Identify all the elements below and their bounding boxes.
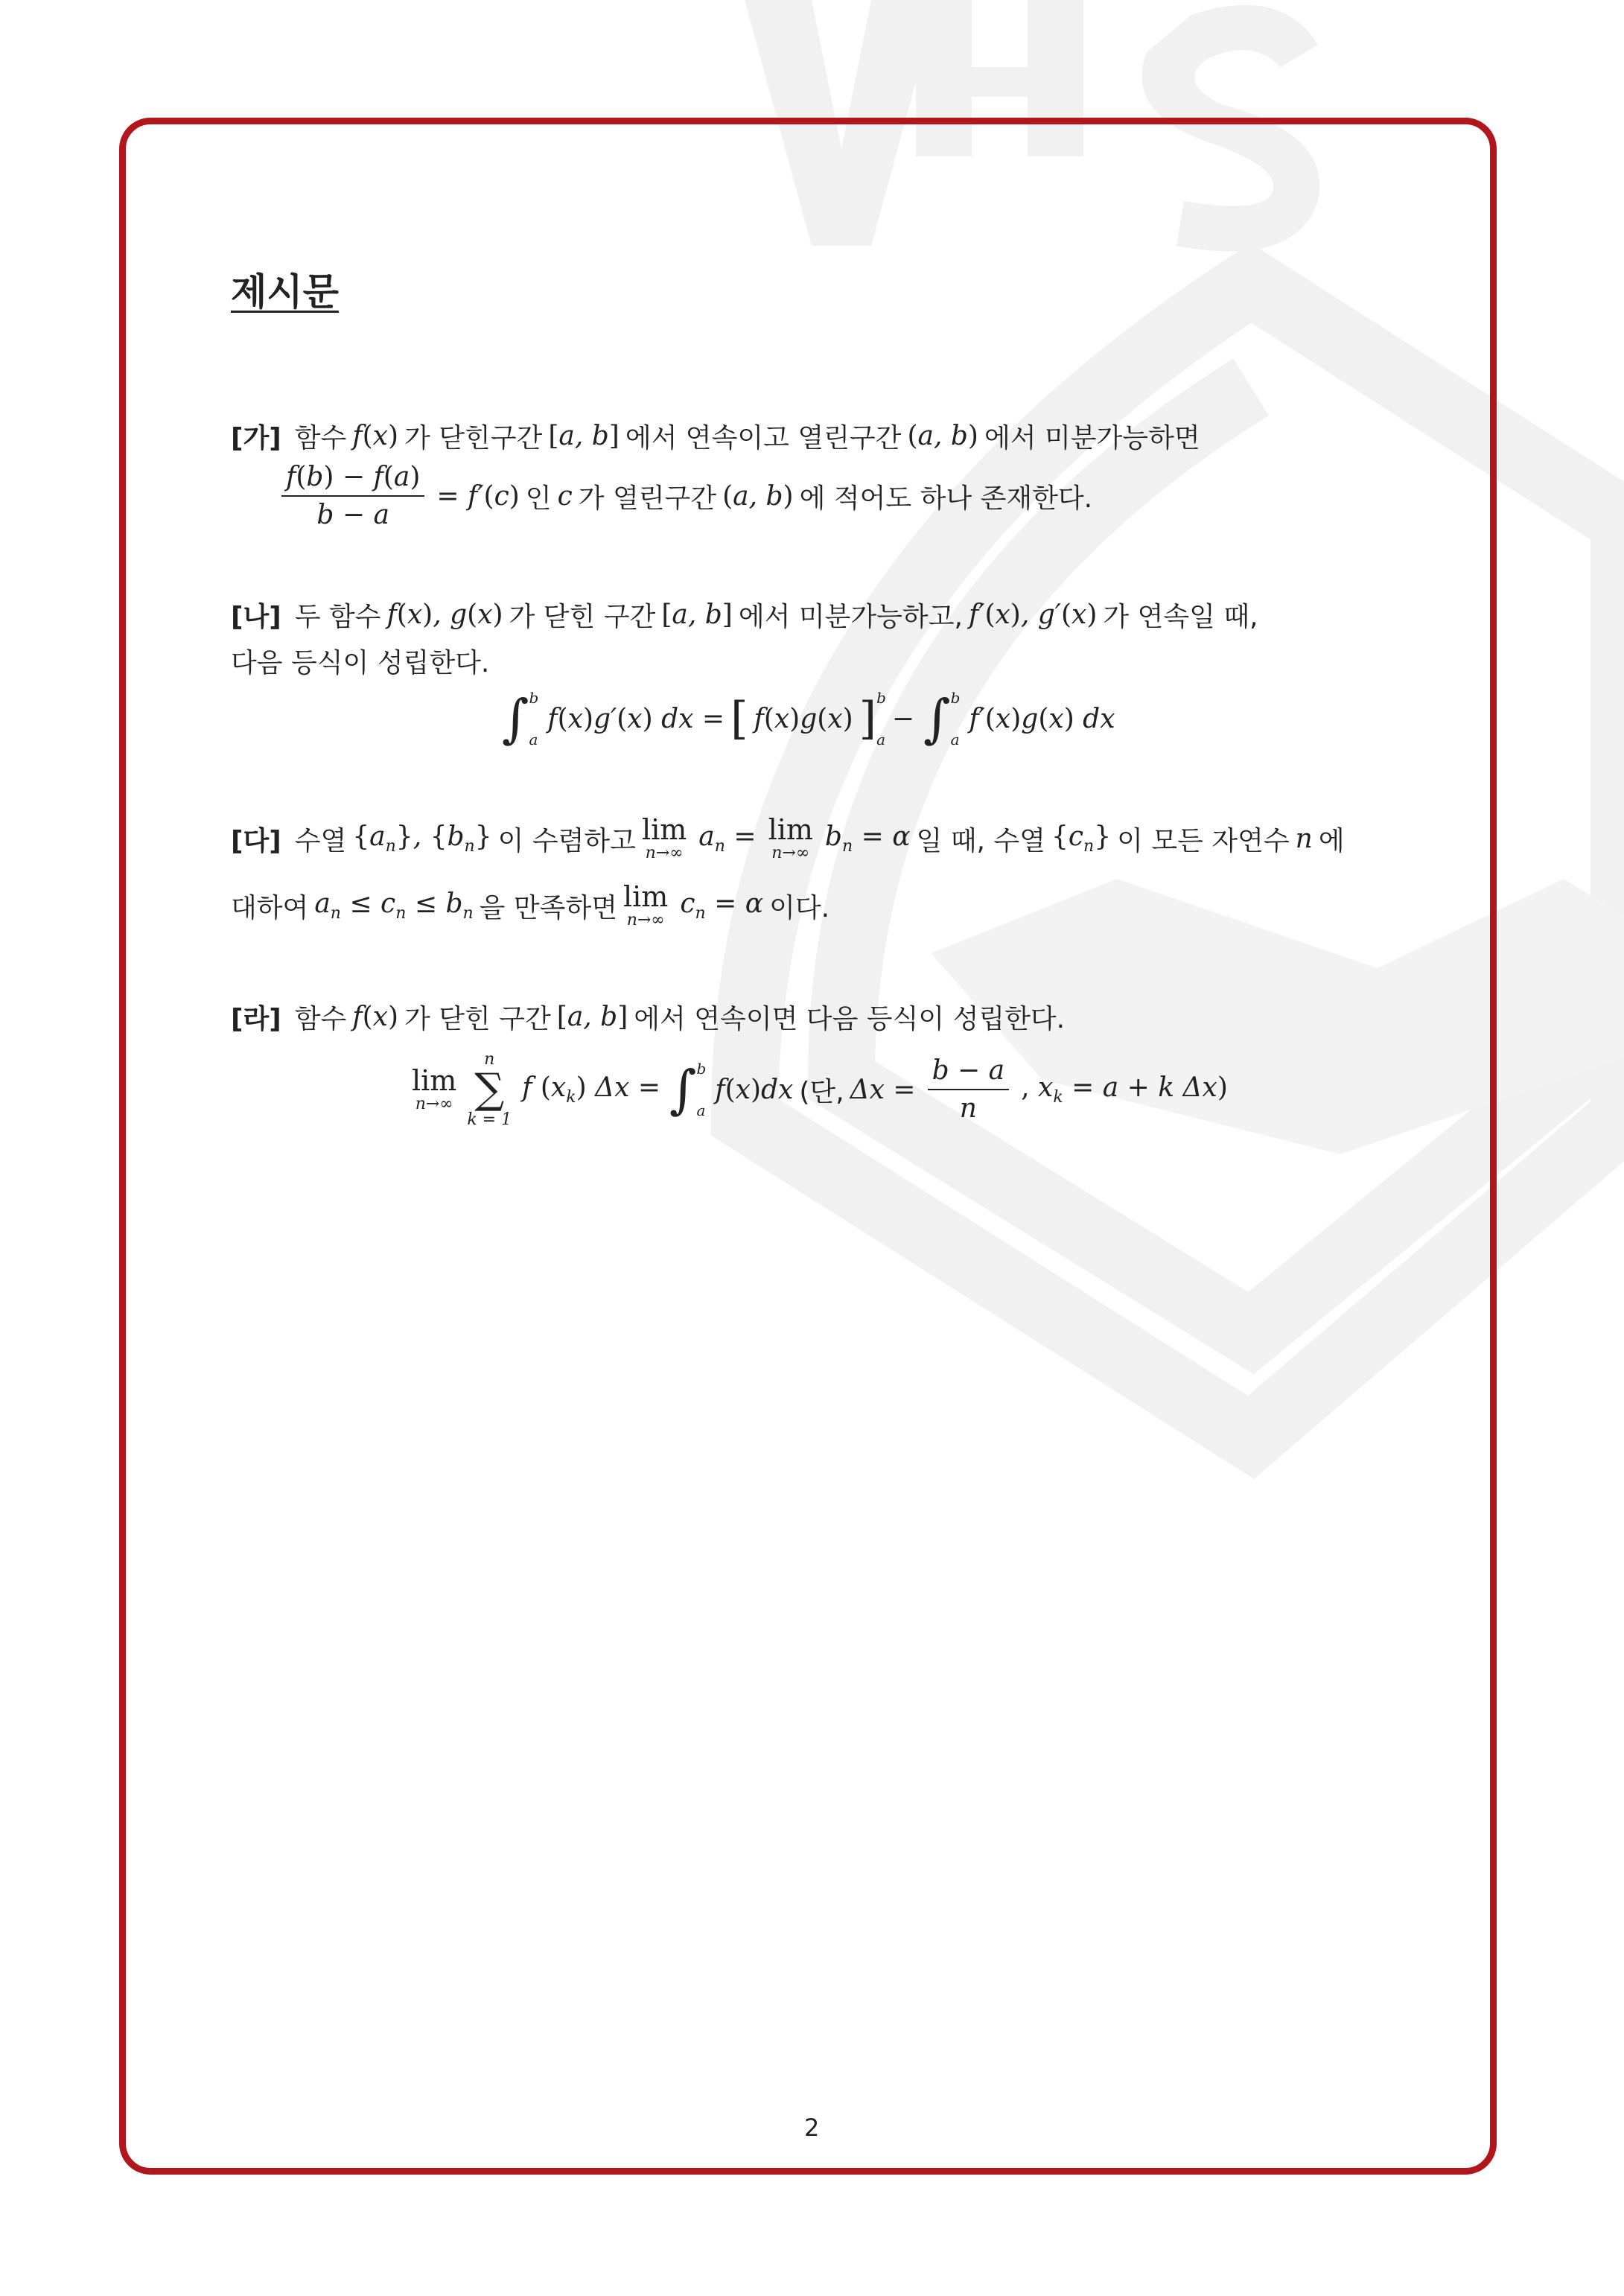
integral-symbol: ∫ b a: [669, 1059, 707, 1120]
math-open-interval: (a, b): [907, 421, 978, 451]
da-text-7: 을 만족하면: [479, 893, 617, 923]
sigma-symbol: n ∑ k = 1: [467, 1050, 512, 1129]
math-delta-fraction: $\frac{b - a}{n}$: [928, 1055, 1010, 1124]
ga-text-2: 가 닫힌구간: [404, 423, 543, 454]
da-text-4: 이 모든 자연수: [1117, 826, 1290, 856]
na-text-4: 가 연속일 때,: [1103, 602, 1258, 632]
ga-text-4: 에서 미분가능하면: [984, 423, 1200, 454]
da-text-2: 이 수렴하고: [497, 826, 636, 856]
paragraph-ga-line-1: [231, 417, 1200, 455]
label-ga: [가]: [231, 423, 281, 454]
ra-text-1: 함수: [294, 1004, 347, 1034]
label-ra: [라]: [231, 1004, 281, 1034]
na-text-1: 두 함수: [294, 602, 381, 632]
math-mean-value-fraction: $\frac{f(b) - f(a)}{b - a}$: [281, 462, 424, 530]
ga-text-3: 에서 연속이고 열린구간: [625, 423, 902, 454]
page-number: 2: [804, 2114, 820, 2142]
math-inequality: $a_n \le c_n \le b_n$: [314, 888, 474, 923]
math-integration-by-parts: ∫ b a f(x)g′(x) dx = [ f(x)g(x) ] b a − ∫ b a f′(x)g(x) dx: [502, 688, 1115, 749]
ga-text-6: 가 열린구간: [578, 483, 717, 514]
bracket-right: ]: [859, 693, 877, 745]
math-sequence-c: $\{c_n\}$: [1051, 821, 1112, 856]
ga-text-5: 인: [525, 483, 552, 514]
na-text-2: 가 닫힌 구간: [509, 602, 656, 632]
math-n: n: [1295, 824, 1313, 854]
da-text-3: 일 때, 수열: [916, 826, 1045, 856]
math-riemann-sum: lim n→∞ n ∑ k = 1 f $(x_k) \Delta x$ = ∫ b a f(x)dx (단, Δx = $\frac{b - a}{n}$ , $x_k = a + k$ Δx): [412, 1050, 1228, 1129]
integral-symbol: ∫ b a: [502, 688, 539, 749]
ra-text-2: 가 닫힌 구간: [404, 1004, 551, 1034]
paragraph-da-line-1: [다] 수열 $\{a_n\}$, $\{b_n\}$ 이 수렴하고 lim n→∞ $a_n$ = lim n→∞ $b_n = \alpha$ 일 때, 수열 $\{c_n\}$ 이 모든 자연수 n 에: [231, 813, 1345, 862]
bracket-left: [: [730, 693, 748, 745]
math-lim: lim n→∞: [623, 880, 669, 929]
da-text-1: 수열: [294, 826, 347, 856]
paragraph-ra-line-1: [231, 998, 1065, 1036]
math-fx: f(x): [352, 421, 398, 451]
math-closed-interval: [a, b]: [556, 1002, 628, 1032]
section-heading: 제시문: [231, 270, 339, 314]
ga-text-7: 에 적어도 하나 존재한다.: [799, 483, 1093, 514]
da-text-8: 이다.: [769, 893, 830, 923]
na-text-5: 다음 등식이 성립한다.: [231, 648, 490, 678]
paragraph-na-line-1: [231, 596, 1258, 634]
label-na: [나]: [231, 602, 281, 632]
math-open-interval-2: (a, b): [722, 480, 794, 512]
math-c: c: [557, 480, 573, 512]
math-fx: f(x): [352, 1002, 398, 1032]
da-text-5: 에: [1318, 826, 1345, 856]
ra-text-4: (단,: [799, 1076, 844, 1107]
math-closed-interval: [a, b]: [548, 421, 620, 451]
label-da: [다]: [231, 826, 281, 856]
math-fx-gx: f(x), g(x): [386, 600, 503, 630]
math-lim: lim n→∞: [412, 1063, 457, 1113]
math-lim: lim n→∞: [768, 813, 813, 862]
paragraph-da-line-2: 대하여 $a_n \le c_n \le b_n$ 을 만족하면 lim n→∞ $c_n = \alpha$ 이다.: [231, 880, 830, 929]
integral-symbol: ∫ b a: [923, 688, 961, 749]
math-closed-interval: [a, b]: [661, 600, 733, 630]
ga-text-1: 함수: [294, 423, 347, 454]
ra-text-3: 에서 연속이면 다음 등식이 성립한다.: [634, 1004, 1066, 1034]
da-text-6: 대하여: [231, 893, 309, 923]
math-sequences-ab: $\{a_n\}$, $\{b_n\}$: [352, 821, 492, 856]
na-text-3: 에서 미분가능하고,: [738, 602, 963, 632]
math-lim: lim n→∞: [641, 813, 687, 862]
math-fprime-c: = f′(c): [436, 480, 520, 512]
math-fprime-gprime: f′(x), g′(x): [968, 600, 1098, 630]
paragraph-ga-line-2: [276, 462, 1092, 530]
paragraph-na-line-2: [231, 642, 489, 680]
